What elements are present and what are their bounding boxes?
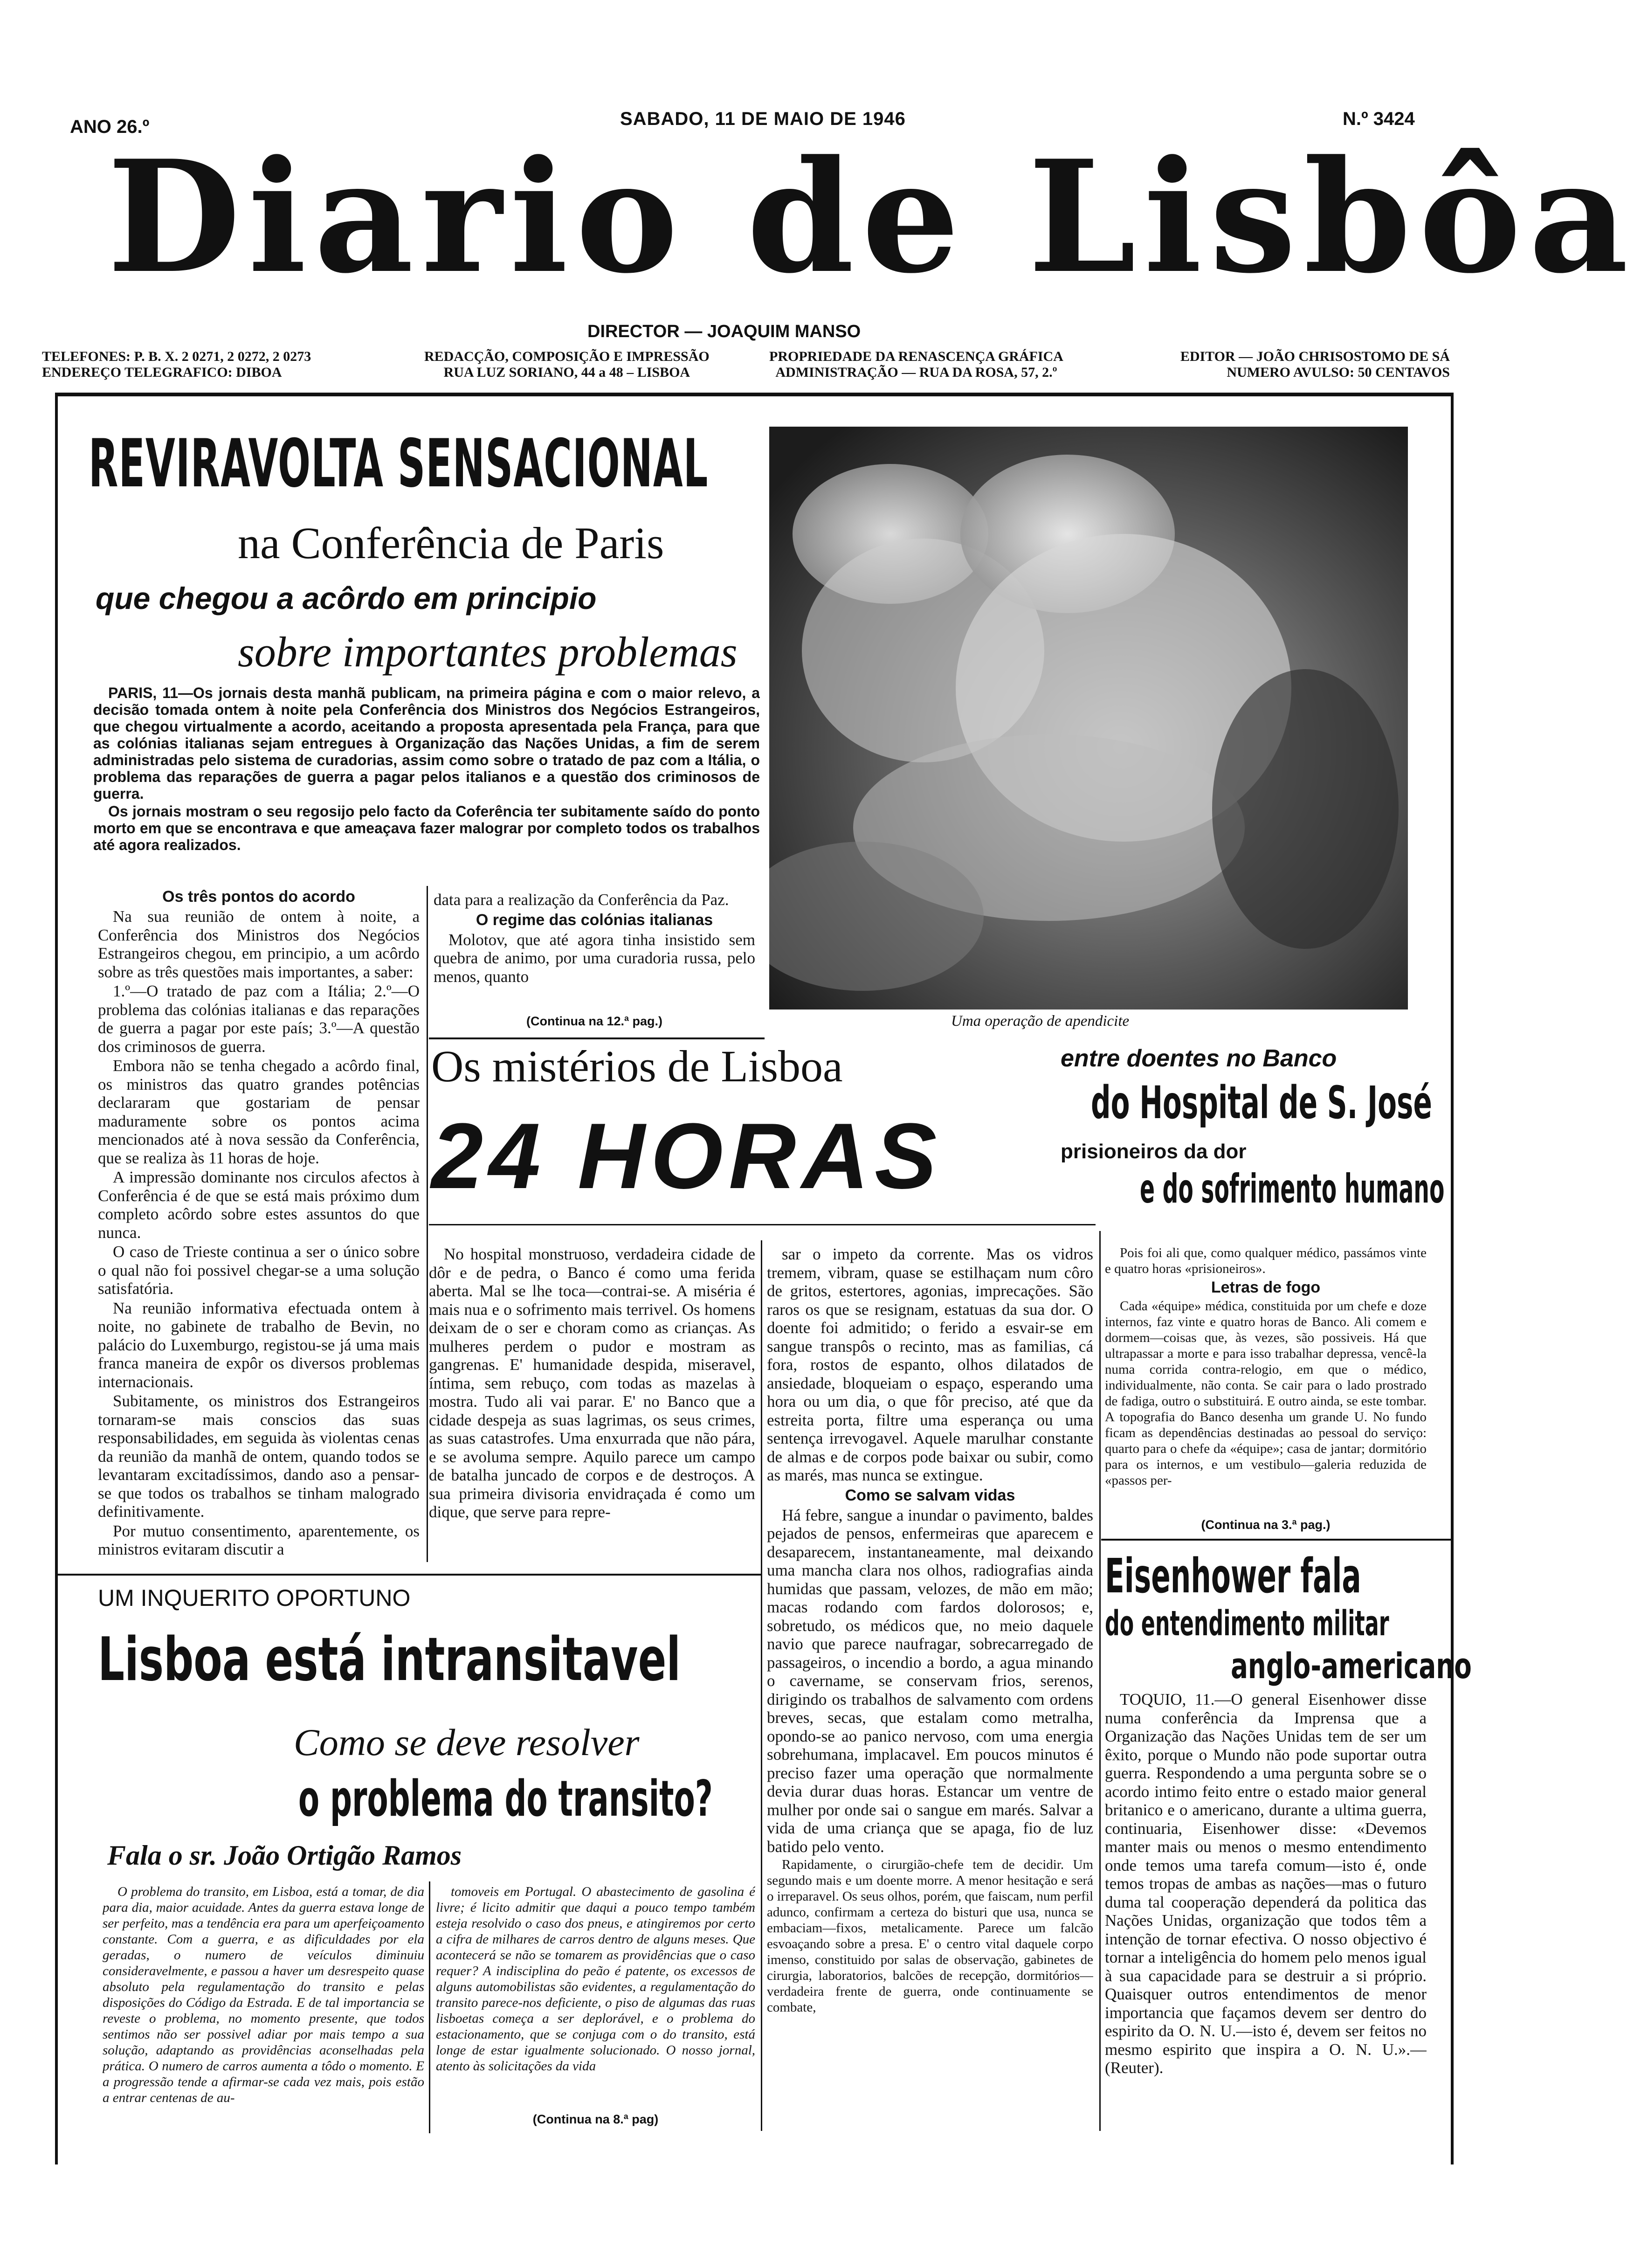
lead-col1-p2: 1.º—O tratado de paz com a Itália; 2.º—O problema das colónias italianas e das reparações de guerra a pagar por este país; 3.º—A questão dos criminosos de guerra. bbox=[98, 982, 420, 1056]
horas-headline: 24 HORAS bbox=[431, 1104, 943, 1208]
inquerito-column-2 bbox=[436, 1884, 755, 2103]
inquerito-headline: Lisboa está intransitavel bbox=[98, 1625, 681, 1694]
horas-side-4: e do sofrimento humano bbox=[1140, 1166, 1445, 1212]
eisenhower-headline-3: anglo-americano bbox=[1231, 1645, 1472, 1687]
horas-underline bbox=[429, 1224, 1096, 1225]
horas-column-3 bbox=[1105, 1245, 1427, 1515]
issue-date: SABADO, 11 DE MAIO DE 1946 bbox=[620, 109, 906, 129]
lead-col1-p1: Na sua reunião de ontem à noite, a Conferência dos Ministros dos Negócios Estrangeiros chegou, em principio, a um acôrdo sobre as três questões mais importantes, a saber: bbox=[98, 907, 420, 981]
telephones: TELEFONES: P. B. X. 2 0271, 2 0272, 2 0273 bbox=[42, 349, 311, 364]
editor: EDITOR — JOÃO CHRISOSTOMO DE SÁ bbox=[1180, 349, 1450, 364]
issue-year: ANO 26.º bbox=[70, 117, 150, 137]
masthead-info-right bbox=[1138, 349, 1450, 380]
horas-col2-text-b: Há febre, sangue a inundar o pavimento, baldes pejados de pensos, enfermeiras que aparecem e desaparecem, instantaneamente, mal deixando uma mancha clara nos olhos, radiografias ainda humidas que passam, velozes, de mão em mão; macas rodando com fardos dolorosos; e, sobretudo, os médicos que, no meio daquele navio que parece naufragar, sobrecarregado de passageiros, o incendio a bordo, a agua minando o cavername, se conservam frios, serenos, dirigindo os trabalhos de salvamento com ordens breves, secas, que estalam como metralha, opondo-se ao panico nervoso, com uma energia sobrehumana, implacavel. Em poucos minutos é preciso fazer uma operação que normalmente devia durar duas horas. Estancar um ventre de mulher por onde sai o sangue em marés. Salvar a vida de uma criança que se apaga, fio de luz batido pelo vento. bbox=[767, 1506, 1093, 1856]
horas-side-2: do Hospital de S. José bbox=[1091, 1077, 1432, 1129]
horas-column-2 bbox=[767, 1245, 1093, 2131]
horas-divider-2 bbox=[1099, 1231, 1101, 2131]
photo-caption: Uma operação de apendicite bbox=[951, 1013, 1130, 1030]
lead-col1-p6: Na reunião informativa efectuada ontem à noite, no gabinete de trabalho de Bevin, no palácio do Luxemburgo, registou-se já uma mais franca maneira de expôr os diversos problemas internacionais. bbox=[98, 1299, 420, 1391]
inquerito-divider bbox=[429, 1881, 430, 2133]
lead-col2-p1: data para a realização da Conferência da Paz. bbox=[434, 891, 729, 909]
frame-left bbox=[55, 393, 58, 2164]
lead-subhead-1: Os três pontos do acordo bbox=[162, 888, 355, 906]
eisenhower-headline-1: Eisenhower fala bbox=[1105, 1549, 1361, 1604]
lead-intro-p1: PARIS, 11—Os jornais desta manhã publicam, na primeira página e com o maior relevo, a decisão tomada ontem à noite pela Conferência dos Ministros dos Negócios Estrangeiros, que chegou virtualmente a acordo, aceitando a proposta apresentada pela França, para que as colónias italianas sejam entregues à Organização das Nações Unidas, a fim de serem administradas pelo sistema de curadorias, assim como sobre o tratado de paz com a Itália, o problema das reparações de guerra a pagar pelos italianos e a questão dos criminosos de guerra. bbox=[93, 685, 760, 802]
horas-col3-text: Pois foi ali que, como qualquer médico, passámos vinte e quatro horas «prisioneiros». bbox=[1105, 1245, 1427, 1276]
inquerito-kicker: UM INQUERITO OPORTUNO bbox=[98, 1585, 411, 1611]
frame-right bbox=[1451, 393, 1454, 2164]
lead-column-2 bbox=[434, 891, 755, 1030]
editorial-office: REDACÇÃO, COMPOSIÇÃO E IMPRESSÃO bbox=[424, 349, 710, 364]
horas-subhead: Como se salvam vidas bbox=[845, 1486, 1015, 1504]
horas-subhead-3: Letras de fogo bbox=[1211, 1279, 1321, 1296]
horas-side-3: prisioneiros da dor bbox=[1061, 1140, 1247, 1163]
frame-top bbox=[55, 393, 1454, 396]
lead-col-divider bbox=[427, 886, 428, 1562]
lead-col1-p8: Por mutuo consentimento, aparentemente, os ministros evitaram discutir a bbox=[98, 1521, 420, 1558]
issue-number: N.º 3424 bbox=[1343, 109, 1415, 129]
newspaper-title: Diario de Lisbôa bbox=[107, 126, 1636, 307]
lead-subhead-2: O regime das colónias italianas bbox=[476, 911, 713, 929]
inquerito-deck-1: Como se deve resolver bbox=[294, 1721, 640, 1763]
administration: ADMINISTRAÇÃO — RUA DA ROSA, 57, 2.º bbox=[775, 365, 1057, 380]
surgeons-photo-image bbox=[769, 427, 1408, 1010]
inquerito-column-1 bbox=[103, 1884, 424, 2136]
inquerito-top-rule bbox=[58, 1574, 761, 1576]
horas-col3-bottom-rule bbox=[1101, 1539, 1451, 1541]
masthead-info-mid bbox=[424, 349, 710, 380]
lead-col1-p5: O caso de Trieste continua a ser o único sobre o qual não foi possivel chegar-se a uma solução satisfatória. bbox=[98, 1243, 420, 1298]
lead-deck-2: que chegou a acôrdo em principio bbox=[96, 581, 597, 615]
lead-col1-p4: A impressão dominante nos circulos afectos à Conferência é de que se está mais próximo dum completo acôrdo sobre estes assuntos do que nunca. bbox=[98, 1168, 420, 1242]
eisenhower-text: TOQUIO, 11.—O general Eisenhower disse numa conferência da Imprensa que a Organização das Nações Unidas tem de ser um êxito, porque o Mundo não pode suportar outra guerra. Respondendo a uma pergunta sobre se o acordo intimo feito entre o estado maior general britanico e o americano, durante a ultima guerra, continuaria, Eisenhower disse: «Devemos manter mais ou menos o mesmo entendimento onde temos uma tarefa comum—isto é, onde temos tropas de ambas as nações—mas o futuro duma tal cooperação dependerá da politica das Nações Unidas, organização que todos têm a intenção de tornar efectiva. O nosso objectivo é tornar a inteligência do homem pelo menos igual à sua capacidade para se destruir a si próprio. Quaisquer outros entendimentos de menor importancia que façamos devem ser dentro do espirito da O. N. U.—isto é, devem ser feitos no mesmo espirito que inspira a O. N. U.».—(Reuter). bbox=[1105, 1690, 1427, 2077]
single-issue-price: NUMERO AVULSO: 50 CENTAVOS bbox=[1227, 365, 1450, 380]
lead-col1-p7: Subitamente, os ministros dos Estrangeiros tornaram-se mais conscios das suas responsabilidades, em seguida às violentas cenas da reunião da manhã de ontem, quando todos se levantaram excitadíssimos, dando aso a pensar-se que todos os trabalhos se tinham malogrado definitivamente. bbox=[98, 1392, 420, 1521]
inquerito-deck-2: o problema do transito? bbox=[298, 1770, 713, 1827]
eisenhower-headline-2: do entendimento militar bbox=[1105, 1604, 1389, 1644]
lead-col1-p3: Embora não se tenha chegado a acôrdo final, os ministros das quatro grandes potências declararam que gostariam de pensar maduramente sobre os pontos acima mencionados até à nova sessão da Conferência, que se realiza às 11 horas de hoje. bbox=[98, 1057, 420, 1167]
inquerito-col2-text: tomoveis em Portugal. O abastecimento de gasolina é livre; é licito admitir que daqui a pouco tempo também esteja resolvido o caso dos pneus, e atingiremos por certo a cifra de milhares de carros dentro de alguns meses. Que acontecerá se não se tomarem as providências que o caso requer? A indisciplina do peão é patente, os excessos de alguns automobilistas são evidentes, a regulamentação do transito parece-nos deficiente, o piso de algumas das ruas lisboetas começa a ser deplorável, e o problema do estacionamento, que se conjuga com o do transito, está longe de estar igualmente solucionado. O nosso jornal, atento às solicitações da vida bbox=[436, 1884, 755, 2074]
masthead-info-left bbox=[42, 349, 311, 380]
horas-col2-text: sar o impeto da corrente. Mas os vidros tremem, vibram, quase se estilhaçam num côro de gritos, estertores, agonias, imprecações. São raros os que se resignam, estatuas da sua dor. O doente foi admitido; o ferido a esvair-se em sangue transpôs o recinto, mas as familias, cá fora, rostos de espanto, olhos dilatados de ansiedade, bloqueiam o espaço, esperando uma hora ou um dia, o que fôr preciso, até que da estreita porta, filtre uma esperança ou uma sentença irrevogavel. Aquele marulhar constante de almas e de corpos pode baixar ou subir, como as marés, mas nunca se extingue. bbox=[767, 1245, 1093, 1484]
horas-side-1: entre doentes no Banco bbox=[1061, 1045, 1337, 1072]
horas-divider-1 bbox=[761, 1240, 762, 2131]
lead-deck-1: na Conferência de Paris bbox=[238, 518, 664, 568]
horas-col2-text-c: Rapidamente, o cirurgião-chefe tem de decidir. Um segundo mais e um doente morre. A menor hesitação e será o irreparavel. Os seus olhos, porém, que faiscam, num perfil adunco, confirmam a certeza do bisturi que usa, nunca se embaciam—fixos, metalicamente. Parece um falcão esvoaçando sobre a presa. E' o centro vital daquele corpo imenso, constituido por salas de observação, gabinetes de cirurgia, laboratorios, balcões de recepção, dormitórios—verdadeira frente de guerra, onde continuamente se combate, bbox=[767, 1857, 1093, 2015]
masthead-info-prop bbox=[769, 349, 1063, 380]
ownership: PROPRIEDADE DA RENASCENÇA GRÁFICA bbox=[769, 349, 1063, 364]
lead-intro bbox=[93, 685, 760, 880]
eisenhower-column bbox=[1105, 1690, 1427, 2133]
director-line: DIRECTOR — JOAQUIM MANSO bbox=[587, 322, 861, 341]
horas-continuation: (Continua na 3.ª pag.) bbox=[1201, 1518, 1331, 1532]
horas-col1-text: No hospital monstruoso, verdadeira cidade de dôr e de pedra, o Banco é como uma ferida aberta. Mal se lhe toca—contrai-se. A miséria é mais nua e o sofrimento mais terrivel. Os homens deixam de o ser e choram como as crianças. As mulheres perdem o pudor e mostram as gangrenas. E' humanidade despida, miseravel, íntima, sem rebuço, com todas as mazelas à mostra. Tudo ali vai parar. E' no Banco que a cidade despeja as suas lagrimas, os seus crimes, as suas catastrofes. Uma enxurrada que não pára, e se avoluma sempre. Aquilo parece um campo de batalha juncado de corpos e de destroços. A sua primeira divisoria envidraçada é como um dique, que serve para repre- bbox=[429, 1245, 755, 1521]
horas-column-1 bbox=[429, 1245, 755, 1567]
inquerito-col1-text: O problema do transito, em Lisboa, está a tomar, de dia para dia, maior acuidade. Antes da guerra estava longe de ser perfeito, mas a tendência era para um aperfeiçoamento constante. Com a guerra, e as dificuldades por ela geradas, o numero de veículos diminuiu consideravelmente, e passou a haver um desrespeito quase absoluto pela regulamentação do transito e pelas disposições do Código da Estrada. E de tal importancia se reveste o problema, no momento presente, que todos sentimos não ser possivel adiar por mais tempo a sua solução, adaptando as providências aconselhadas pela prática. O numero de carros aumenta a tôdo o momento. E a progressão tende a afirmar-se cada vez mais, pois estão a entrar centenas de au- bbox=[103, 1884, 424, 2105]
operation-photo bbox=[769, 427, 1408, 1010]
inquerito-continuation: (Continua na 8.ª pag) bbox=[532, 2112, 659, 2126]
lead-deck-3: sobre importantes problemas bbox=[238, 628, 738, 676]
lead-column-1 bbox=[98, 886, 420, 1562]
inquerito-byline: Fala o sr. João Ortigão Ramos bbox=[107, 1840, 462, 1871]
editorial-address: RUA LUZ SORIANO, 44 a 48 – LISBOA bbox=[443, 365, 690, 380]
lead-intro-p2: Os jornais mostram o seu regosijo pelo facto da Coferência ter subitamente saído do ponto morto em que se encontrava e que ameaçava fazer malograr por completo todos os trabalhos até agora realizados. bbox=[93, 803, 760, 853]
lead-col2-p2: Molotov, que até agora tinha insistido sem quebra de animo, por uma curadoria russa, pelo menos, quanto bbox=[434, 930, 755, 986]
horas-col3-text-b: Cada «équipe» médica, constituida por um chefe e doze internos, faz vinte e quatro horas de Banco. Ali comem e dormem—coisas que, às vezes, são possiveis. Há que ultrapassar a morte e para isso trabalhar depressa, vencê-la numa corrida contra-relogio, em que o médico, individualmente, não conta. Se cair para o lado prostrado de fadiga, outro o substituirá. E outro ainda, se este tombar. A topografia do Banco desenha um grande U. No fundo ficam as dependências destinadas ao pessoal do serviço: quarto para o chefe da «équipe»; casa de jantar; dormitório para os internos, e um vestibulo—galeria reduzida de «passos per- bbox=[1105, 1299, 1427, 1488]
horas-kicker: Os mistérios de Lisboa bbox=[431, 1041, 843, 1091]
telegraph-address: ENDEREÇO TELEGRAFICO: DIBOA bbox=[42, 365, 282, 380]
lead-bottom-rule bbox=[429, 1037, 765, 1039]
lead-continuation: (Continua na 12.ª pag.) bbox=[526, 1014, 662, 1028]
lead-headline: REVIRAVOLTA SENSACIONAL bbox=[89, 425, 709, 502]
